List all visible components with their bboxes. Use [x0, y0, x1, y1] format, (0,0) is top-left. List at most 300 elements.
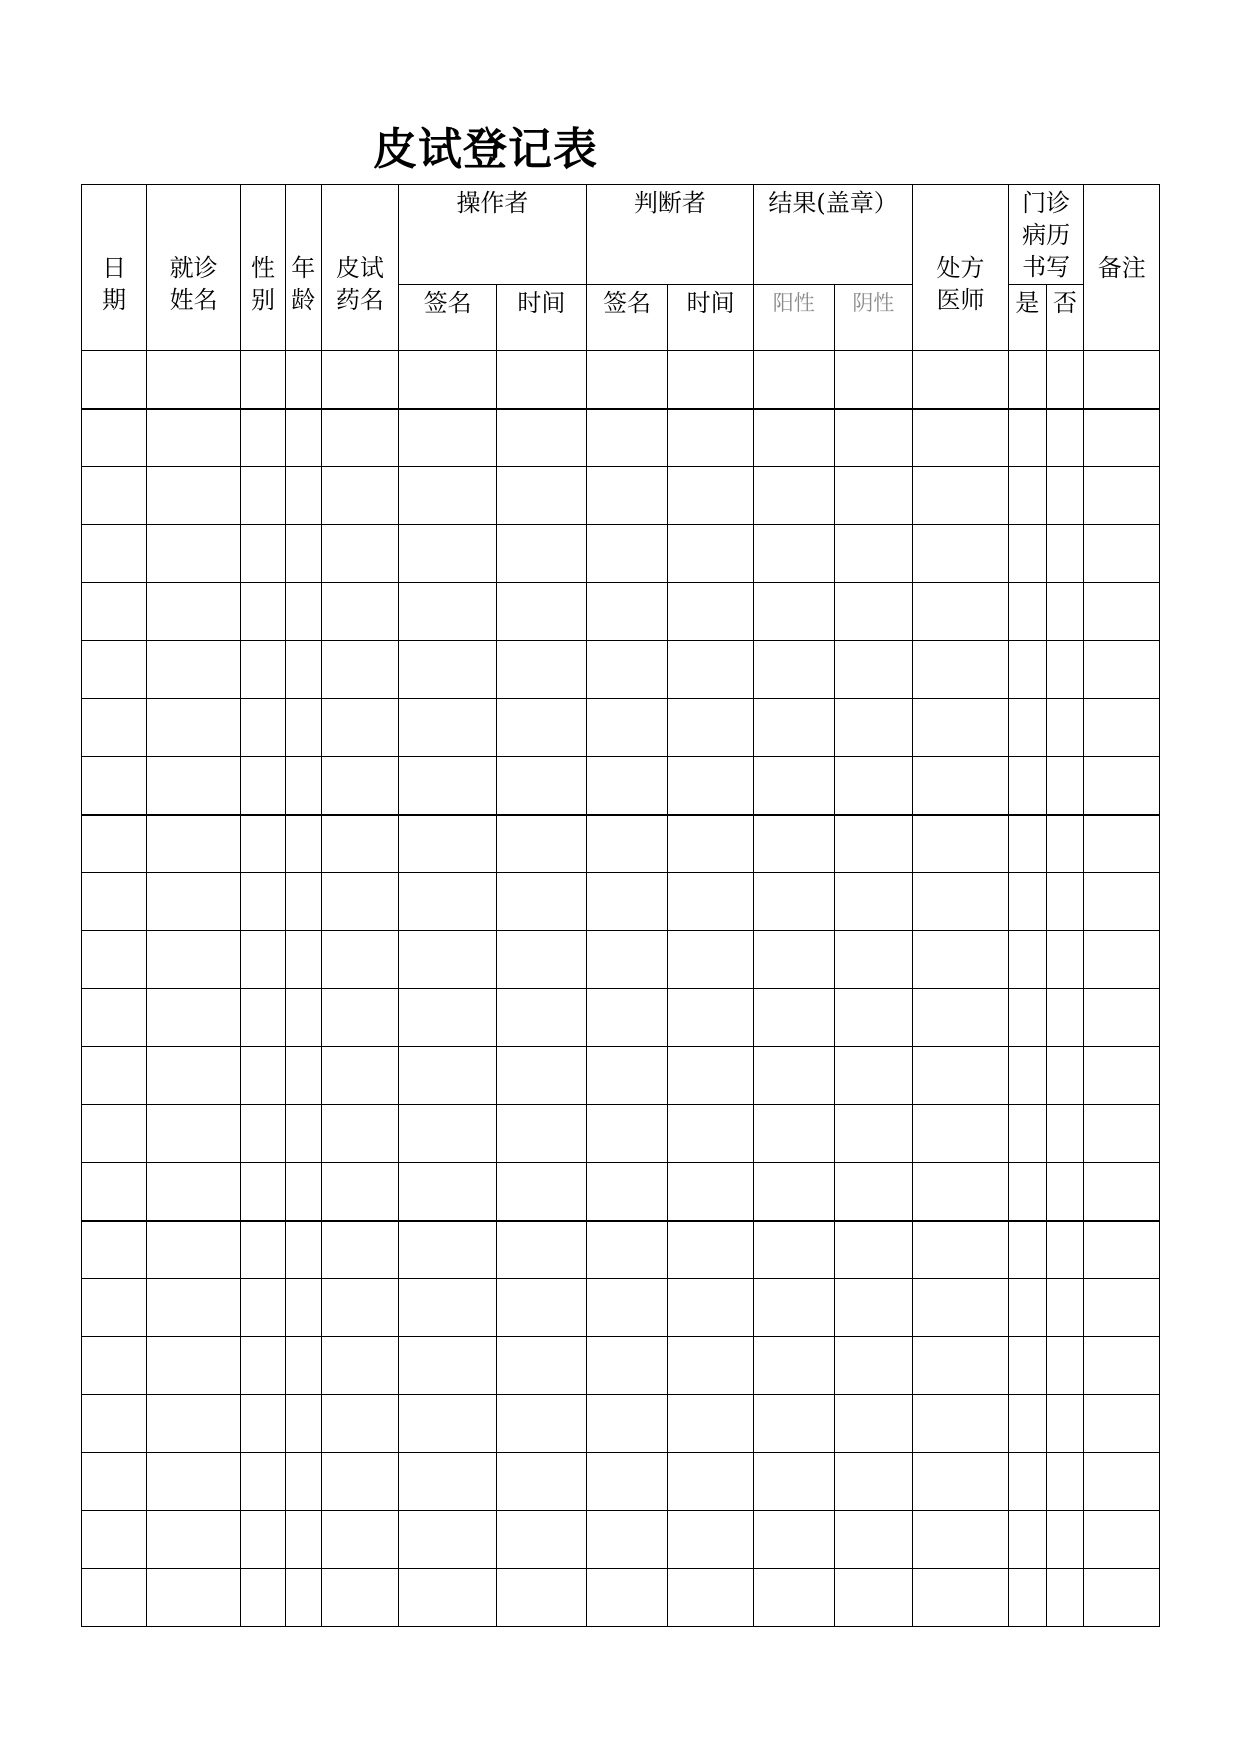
- entry-cell[interactable]: [1046, 351, 1084, 409]
- entry-cell[interactable]: [147, 351, 241, 409]
- entry-cell[interactable]: [668, 1569, 754, 1627]
- entry-cell[interactable]: [668, 1221, 754, 1279]
- entry-cell[interactable]: [586, 409, 668, 467]
- entry-cell[interactable]: [1046, 1453, 1084, 1511]
- entry-cell[interactable]: [321, 525, 399, 583]
- entry-cell[interactable]: [586, 351, 668, 409]
- entry-cell[interactable]: [834, 351, 913, 409]
- entry-cell[interactable]: [1084, 1453, 1160, 1511]
- entry-cell[interactable]: [834, 1105, 913, 1163]
- entry-cell[interactable]: [1084, 1337, 1160, 1395]
- entry-cell[interactable]: [147, 1511, 241, 1569]
- entry-cell[interactable]: [285, 699, 321, 757]
- entry-cell[interactable]: [285, 1163, 321, 1221]
- entry-cell[interactable]: [399, 989, 497, 1047]
- entry-cell[interactable]: [913, 815, 1009, 873]
- entry-cell[interactable]: [1008, 699, 1046, 757]
- entry-cell[interactable]: [497, 1337, 587, 1395]
- entry-cell[interactable]: [913, 351, 1009, 409]
- entry-cell[interactable]: [321, 873, 399, 931]
- entry-cell[interactable]: [586, 1511, 668, 1569]
- entry-cell[interactable]: [1046, 1163, 1084, 1221]
- entry-cell[interactable]: [1008, 1569, 1046, 1627]
- entry-cell[interactable]: [586, 699, 668, 757]
- entry-cell[interactable]: [321, 1221, 399, 1279]
- entry-cell[interactable]: [321, 757, 399, 815]
- entry-cell[interactable]: [147, 1105, 241, 1163]
- entry-cell[interactable]: [241, 931, 286, 989]
- entry-cell[interactable]: [147, 641, 241, 699]
- entry-cell[interactable]: [586, 525, 668, 583]
- entry-cell[interactable]: [82, 1569, 147, 1627]
- entry-cell[interactable]: [1084, 989, 1160, 1047]
- entry-cell[interactable]: [241, 1395, 286, 1453]
- entry-cell[interactable]: [754, 815, 835, 873]
- entry-cell[interactable]: [913, 1569, 1009, 1627]
- entry-cell[interactable]: [1008, 815, 1046, 873]
- entry-cell[interactable]: [147, 1279, 241, 1337]
- entry-cell[interactable]: [82, 873, 147, 931]
- entry-cell[interactable]: [147, 699, 241, 757]
- entry-cell[interactable]: [834, 1395, 913, 1453]
- entry-cell[interactable]: [668, 583, 754, 641]
- entry-cell[interactable]: [1008, 931, 1046, 989]
- entry-cell[interactable]: [285, 1569, 321, 1627]
- entry-cell[interactable]: [1046, 699, 1084, 757]
- entry-cell[interactable]: [82, 1453, 147, 1511]
- entry-cell[interactable]: [586, 873, 668, 931]
- entry-cell[interactable]: [497, 1047, 587, 1105]
- entry-cell[interactable]: [241, 1047, 286, 1105]
- entry-cell[interactable]: [1008, 1511, 1046, 1569]
- entry-cell[interactable]: [285, 525, 321, 583]
- entry-cell[interactable]: [497, 1221, 587, 1279]
- entry-cell[interactable]: [399, 467, 497, 525]
- entry-cell[interactable]: [668, 351, 754, 409]
- entry-cell[interactable]: [834, 757, 913, 815]
- entry-cell[interactable]: [754, 1163, 835, 1221]
- entry-cell[interactable]: [285, 873, 321, 931]
- entry-cell[interactable]: [497, 351, 587, 409]
- entry-cell[interactable]: [913, 1047, 1009, 1105]
- entry-cell[interactable]: [147, 757, 241, 815]
- entry-cell[interactable]: [399, 1337, 497, 1395]
- entry-cell[interactable]: [834, 525, 913, 583]
- entry-cell[interactable]: [321, 1569, 399, 1627]
- entry-cell[interactable]: [586, 1105, 668, 1163]
- entry-cell[interactable]: [147, 583, 241, 641]
- entry-cell[interactable]: [668, 1163, 754, 1221]
- entry-cell[interactable]: [285, 1395, 321, 1453]
- entry-cell[interactable]: [1046, 989, 1084, 1047]
- entry-cell[interactable]: [913, 1453, 1009, 1511]
- entry-cell[interactable]: [241, 873, 286, 931]
- entry-cell[interactable]: [586, 1569, 668, 1627]
- entry-cell[interactable]: [1046, 1105, 1084, 1163]
- entry-cell[interactable]: [241, 989, 286, 1047]
- entry-cell[interactable]: [1008, 409, 1046, 467]
- entry-cell[interactable]: [147, 1337, 241, 1395]
- entry-cell[interactable]: [241, 1337, 286, 1395]
- entry-cell[interactable]: [147, 873, 241, 931]
- entry-cell[interactable]: [82, 409, 147, 467]
- entry-cell[interactable]: [497, 1453, 587, 1511]
- entry-cell[interactable]: [668, 1105, 754, 1163]
- entry-cell[interactable]: [147, 1221, 241, 1279]
- entry-cell[interactable]: [1046, 1047, 1084, 1105]
- entry-cell[interactable]: [754, 1105, 835, 1163]
- entry-cell[interactable]: [913, 641, 1009, 699]
- entry-cell[interactable]: [321, 409, 399, 467]
- entry-cell[interactable]: [913, 931, 1009, 989]
- entry-cell[interactable]: [285, 1279, 321, 1337]
- entry-cell[interactable]: [285, 1453, 321, 1511]
- entry-cell[interactable]: [586, 931, 668, 989]
- entry-cell[interactable]: [82, 467, 147, 525]
- entry-cell[interactable]: [1008, 1395, 1046, 1453]
- entry-cell[interactable]: [241, 1221, 286, 1279]
- entry-cell[interactable]: [1046, 1221, 1084, 1279]
- entry-cell[interactable]: [399, 1221, 497, 1279]
- entry-cell[interactable]: [241, 1163, 286, 1221]
- entry-cell[interactable]: [497, 815, 587, 873]
- entry-cell[interactable]: [1046, 467, 1084, 525]
- entry-cell[interactable]: [1084, 873, 1160, 931]
- entry-cell[interactable]: [754, 409, 835, 467]
- entry-cell[interactable]: [913, 409, 1009, 467]
- entry-cell[interactable]: [668, 1453, 754, 1511]
- entry-cell[interactable]: [147, 989, 241, 1047]
- entry-cell[interactable]: [497, 1105, 587, 1163]
- entry-cell[interactable]: [399, 699, 497, 757]
- entry-cell[interactable]: [834, 409, 913, 467]
- entry-cell[interactable]: [668, 1279, 754, 1337]
- entry-cell[interactable]: [668, 815, 754, 873]
- entry-cell[interactable]: [497, 699, 587, 757]
- entry-cell[interactable]: [321, 1337, 399, 1395]
- entry-cell[interactable]: [586, 757, 668, 815]
- entry-cell[interactable]: [834, 1337, 913, 1395]
- entry-cell[interactable]: [1046, 931, 1084, 989]
- entry-cell[interactable]: [834, 467, 913, 525]
- entry-cell[interactable]: [668, 1047, 754, 1105]
- entry-cell[interactable]: [754, 467, 835, 525]
- entry-cell[interactable]: [241, 641, 286, 699]
- entry-cell[interactable]: [147, 1453, 241, 1511]
- entry-cell[interactable]: [497, 989, 587, 1047]
- entry-cell[interactable]: [1046, 525, 1084, 583]
- entry-cell[interactable]: [754, 1511, 835, 1569]
- entry-cell[interactable]: [1008, 467, 1046, 525]
- entry-cell[interactable]: [668, 1511, 754, 1569]
- entry-cell[interactable]: [285, 757, 321, 815]
- entry-cell[interactable]: [913, 1511, 1009, 1569]
- entry-cell[interactable]: [754, 1569, 835, 1627]
- entry-cell[interactable]: [399, 351, 497, 409]
- entry-cell[interactable]: [82, 641, 147, 699]
- entry-cell[interactable]: [82, 1105, 147, 1163]
- entry-cell[interactable]: [1084, 757, 1160, 815]
- entry-cell[interactable]: [668, 1395, 754, 1453]
- entry-cell[interactable]: [285, 1047, 321, 1105]
- entry-cell[interactable]: [834, 1047, 913, 1105]
- entry-cell[interactable]: [321, 1047, 399, 1105]
- entry-cell[interactable]: [285, 351, 321, 409]
- entry-cell[interactable]: [285, 931, 321, 989]
- entry-cell[interactable]: [399, 931, 497, 989]
- entry-cell[interactable]: [754, 351, 835, 409]
- entry-cell[interactable]: [497, 931, 587, 989]
- entry-cell[interactable]: [1084, 525, 1160, 583]
- entry-cell[interactable]: [497, 1569, 587, 1627]
- entry-cell[interactable]: [754, 1337, 835, 1395]
- entry-cell[interactable]: [399, 1511, 497, 1569]
- entry-cell[interactable]: [834, 1163, 913, 1221]
- entry-cell[interactable]: [82, 525, 147, 583]
- entry-cell[interactable]: [1046, 1511, 1084, 1569]
- entry-cell[interactable]: [241, 1569, 286, 1627]
- entry-cell[interactable]: [497, 1279, 587, 1337]
- entry-cell[interactable]: [241, 699, 286, 757]
- entry-cell[interactable]: [586, 1279, 668, 1337]
- entry-cell[interactable]: [321, 1395, 399, 1453]
- entry-cell[interactable]: [668, 641, 754, 699]
- entry-cell[interactable]: [834, 1453, 913, 1511]
- entry-cell[interactable]: [321, 989, 399, 1047]
- entry-cell[interactable]: [497, 467, 587, 525]
- entry-cell[interactable]: [82, 1047, 147, 1105]
- entry-cell[interactable]: [497, 1511, 587, 1569]
- entry-cell[interactable]: [82, 351, 147, 409]
- entry-cell[interactable]: [1046, 1569, 1084, 1627]
- entry-cell[interactable]: [321, 467, 399, 525]
- entry-cell[interactable]: [834, 815, 913, 873]
- entry-cell[interactable]: [1084, 1163, 1160, 1221]
- entry-cell[interactable]: [321, 815, 399, 873]
- entry-cell[interactable]: [399, 525, 497, 583]
- entry-cell[interactable]: [241, 1105, 286, 1163]
- entry-cell[interactable]: [754, 1221, 835, 1279]
- entry-cell[interactable]: [754, 525, 835, 583]
- entry-cell[interactable]: [1084, 1047, 1160, 1105]
- entry-cell[interactable]: [1008, 641, 1046, 699]
- entry-cell[interactable]: [285, 583, 321, 641]
- entry-cell[interactable]: [241, 525, 286, 583]
- entry-cell[interactable]: [497, 757, 587, 815]
- entry-cell[interactable]: [586, 1395, 668, 1453]
- entry-cell[interactable]: [1008, 1221, 1046, 1279]
- entry-cell[interactable]: [285, 409, 321, 467]
- entry-cell[interactable]: [586, 1221, 668, 1279]
- entry-cell[interactable]: [1046, 583, 1084, 641]
- entry-cell[interactable]: [754, 757, 835, 815]
- entry-cell[interactable]: [1084, 1221, 1160, 1279]
- entry-cell[interactable]: [321, 1163, 399, 1221]
- entry-cell[interactable]: [1008, 873, 1046, 931]
- entry-cell[interactable]: [1008, 1047, 1046, 1105]
- entry-cell[interactable]: [1084, 467, 1160, 525]
- entry-cell[interactable]: [285, 1221, 321, 1279]
- entry-cell[interactable]: [147, 815, 241, 873]
- entry-cell[interactable]: [147, 931, 241, 989]
- entry-cell[interactable]: [285, 815, 321, 873]
- entry-cell[interactable]: [913, 1163, 1009, 1221]
- entry-cell[interactable]: [1084, 1395, 1160, 1453]
- entry-cell[interactable]: [834, 583, 913, 641]
- entry-cell[interactable]: [913, 1337, 1009, 1395]
- entry-cell[interactable]: [321, 1511, 399, 1569]
- entry-cell[interactable]: [1084, 583, 1160, 641]
- entry-cell[interactable]: [913, 989, 1009, 1047]
- entry-cell[interactable]: [399, 1453, 497, 1511]
- entry-cell[interactable]: [668, 931, 754, 989]
- entry-cell[interactable]: [1084, 351, 1160, 409]
- entry-cell[interactable]: [834, 1279, 913, 1337]
- entry-cell[interactable]: [147, 1047, 241, 1105]
- entry-cell[interactable]: [1008, 989, 1046, 1047]
- entry-cell[interactable]: [1084, 409, 1160, 467]
- entry-cell[interactable]: [497, 1163, 587, 1221]
- entry-cell[interactable]: [668, 699, 754, 757]
- entry-cell[interactable]: [913, 699, 1009, 757]
- entry-cell[interactable]: [82, 815, 147, 873]
- entry-cell[interactable]: [399, 1163, 497, 1221]
- entry-cell[interactable]: [82, 1511, 147, 1569]
- entry-cell[interactable]: [1084, 1105, 1160, 1163]
- entry-cell[interactable]: [668, 409, 754, 467]
- entry-cell[interactable]: [1008, 351, 1046, 409]
- entry-cell[interactable]: [834, 873, 913, 931]
- entry-cell[interactable]: [285, 989, 321, 1047]
- entry-cell[interactable]: [82, 1221, 147, 1279]
- entry-cell[interactable]: [586, 1337, 668, 1395]
- entry-cell[interactable]: [147, 1163, 241, 1221]
- entry-cell[interactable]: [1008, 1337, 1046, 1395]
- entry-cell[interactable]: [321, 583, 399, 641]
- entry-cell[interactable]: [1046, 815, 1084, 873]
- entry-cell[interactable]: [399, 757, 497, 815]
- entry-cell[interactable]: [913, 467, 1009, 525]
- entry-cell[interactable]: [399, 583, 497, 641]
- entry-cell[interactable]: [321, 931, 399, 989]
- entry-cell[interactable]: [754, 641, 835, 699]
- entry-cell[interactable]: [497, 409, 587, 467]
- entry-cell[interactable]: [241, 409, 286, 467]
- entry-cell[interactable]: [82, 583, 147, 641]
- entry-cell[interactable]: [1046, 873, 1084, 931]
- entry-cell[interactable]: [668, 873, 754, 931]
- entry-cell[interactable]: [913, 1105, 1009, 1163]
- entry-cell[interactable]: [241, 1279, 286, 1337]
- entry-cell[interactable]: [1008, 1105, 1046, 1163]
- entry-cell[interactable]: [399, 1047, 497, 1105]
- entry-cell[interactable]: [834, 1569, 913, 1627]
- entry-cell[interactable]: [1084, 815, 1160, 873]
- entry-cell[interactable]: [497, 641, 587, 699]
- entry-cell[interactable]: [586, 1163, 668, 1221]
- entry-cell[interactable]: [668, 757, 754, 815]
- entry-cell[interactable]: [241, 1453, 286, 1511]
- entry-cell[interactable]: [82, 931, 147, 989]
- entry-cell[interactable]: [754, 1395, 835, 1453]
- entry-cell[interactable]: [82, 1163, 147, 1221]
- entry-cell[interactable]: [1008, 1163, 1046, 1221]
- entry-cell[interactable]: [754, 699, 835, 757]
- entry-cell[interactable]: [241, 1511, 286, 1569]
- entry-cell[interactable]: [834, 699, 913, 757]
- entry-cell[interactable]: [321, 1105, 399, 1163]
- entry-cell[interactable]: [399, 815, 497, 873]
- entry-cell[interactable]: [1084, 641, 1160, 699]
- entry-cell[interactable]: [1084, 931, 1160, 989]
- entry-cell[interactable]: [913, 1221, 1009, 1279]
- entry-cell[interactable]: [285, 1105, 321, 1163]
- entry-cell[interactable]: [1008, 1453, 1046, 1511]
- entry-cell[interactable]: [913, 873, 1009, 931]
- entry-cell[interactable]: [1046, 757, 1084, 815]
- entry-cell[interactable]: [1046, 1337, 1084, 1395]
- entry-cell[interactable]: [1008, 525, 1046, 583]
- entry-cell[interactable]: [1084, 1511, 1160, 1569]
- entry-cell[interactable]: [241, 583, 286, 641]
- entry-cell[interactable]: [241, 815, 286, 873]
- entry-cell[interactable]: [497, 583, 587, 641]
- entry-cell[interactable]: [241, 757, 286, 815]
- entry-cell[interactable]: [147, 1569, 241, 1627]
- entry-cell[interactable]: [147, 525, 241, 583]
- entry-cell[interactable]: [285, 467, 321, 525]
- entry-cell[interactable]: [82, 1337, 147, 1395]
- entry-cell[interactable]: [82, 1395, 147, 1453]
- entry-cell[interactable]: [754, 1279, 835, 1337]
- entry-cell[interactable]: [1084, 699, 1160, 757]
- entry-cell[interactable]: [754, 1047, 835, 1105]
- entry-cell[interactable]: [321, 641, 399, 699]
- entry-cell[interactable]: [497, 873, 587, 931]
- entry-cell[interactable]: [399, 409, 497, 467]
- entry-cell[interactable]: [1008, 1279, 1046, 1337]
- entry-cell[interactable]: [321, 1279, 399, 1337]
- entry-cell[interactable]: [399, 1569, 497, 1627]
- entry-cell[interactable]: [1084, 1569, 1160, 1627]
- entry-cell[interactable]: [1008, 583, 1046, 641]
- entry-cell[interactable]: [399, 873, 497, 931]
- entry-cell[interactable]: [399, 1395, 497, 1453]
- entry-cell[interactable]: [754, 989, 835, 1047]
- entry-cell[interactable]: [82, 989, 147, 1047]
- entry-cell[interactable]: [82, 757, 147, 815]
- entry-cell[interactable]: [241, 351, 286, 409]
- entry-cell[interactable]: [497, 1395, 587, 1453]
- entry-cell[interactable]: [754, 1453, 835, 1511]
- entry-cell[interactable]: [82, 699, 147, 757]
- entry-cell[interactable]: [1046, 641, 1084, 699]
- entry-cell[interactable]: [834, 1221, 913, 1279]
- entry-cell[interactable]: [913, 1395, 1009, 1453]
- entry-cell[interactable]: [754, 931, 835, 989]
- entry-cell[interactable]: [241, 467, 286, 525]
- entry-cell[interactable]: [754, 583, 835, 641]
- entry-cell[interactable]: [913, 525, 1009, 583]
- entry-cell[interactable]: [586, 467, 668, 525]
- entry-cell[interactable]: [321, 351, 399, 409]
- entry-cell[interactable]: [668, 525, 754, 583]
- entry-cell[interactable]: [285, 641, 321, 699]
- entry-cell[interactable]: [668, 467, 754, 525]
- entry-cell[interactable]: [834, 641, 913, 699]
- entry-cell[interactable]: [586, 641, 668, 699]
- entry-cell[interactable]: [586, 1047, 668, 1105]
